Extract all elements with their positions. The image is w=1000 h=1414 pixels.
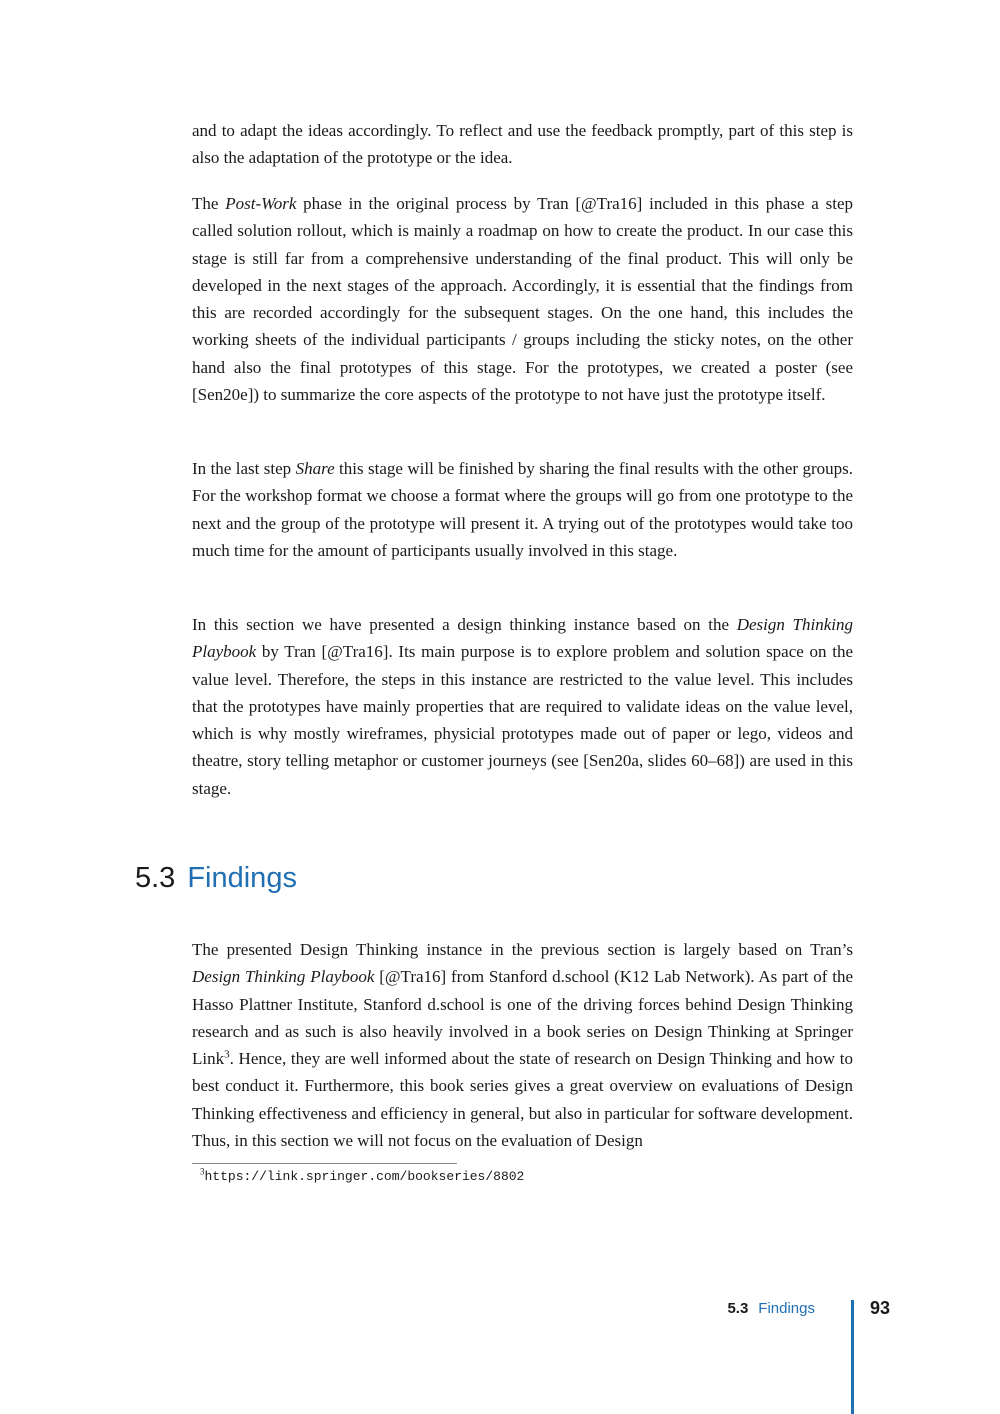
paragraph-text: by Tran [@Tra16]. Its main purpose is to explore problem and solution space on the value level. Therefore, the steps in this instance are restricted to the value level. This includes that the prototypes have mainly properties that are required to validate ideas on the value level, which is why mostly wireframes, physicial prototypes made out of paper or lego, videos and theatre, story telling metaphor or customer journeys (see [Sen20a, slides 60–68]) are used in this stage. (192, 642, 853, 798)
paragraph-post-work (192, 190, 853, 408)
running-header (727, 1300, 815, 1317)
running-header-title: Findings (758, 1300, 815, 1317)
paragraph-text: In the last step (192, 459, 296, 478)
footnote (200, 1168, 524, 1186)
paragraph-text: [@Tra16] from Stanford d.school (K12 Lab Network). As part of the Hasso Plattner Institute, Stanford d.school is one of the driving forces behind Design Thinking research and as such is also heavily involved in a book series on Design Thinking at Springer Link (192, 967, 853, 1069)
emphasis-playbook: Design Thinking Playbook (192, 615, 854, 662)
paragraph-share (192, 455, 853, 564)
page-number: 93 (870, 1298, 891, 1318)
paragraph-text: and to adapt the ideas accordingly. To reflect and use the feedback promptly, part of this step is also the adaptation of the prototype or the idea. (192, 121, 853, 168)
emphasis-playbook: Design Thinking Playbook (192, 967, 375, 987)
paragraph-findings-intro (192, 936, 853, 1154)
footnote-rule (192, 1163, 457, 1164)
footnote-mark: 3 (224, 1048, 230, 1061)
emphasis-share: Share (295, 459, 335, 478)
running-header-number: 5.3 (727, 1300, 749, 1317)
paragraph-prototype-adaptation (192, 117, 853, 172)
paragraph-text: The (192, 194, 226, 213)
paragraph-text: In this section we have presented a design thinking instance based on the (192, 615, 737, 634)
paragraph-text: . Hence, they are well informed about the state of research on Design Thinking and how to best conduct it. Furthermore, this book series gives a great overview on evaluations of Design Thinking effectiveness and efficiency in general, but also in particular for software development. Thus, in this section we will not focus on the evaluation of Design (192, 1049, 853, 1151)
footnote-url[interactable]: https://link.springer.com/bookseries/8802 (204, 1169, 525, 1184)
paragraph-text: this stage will be finished by sharing the final results with the other groups. For the workshop format we choose a format where the groups will go from one prototype to the next and the group of the prototype will present it. A trying out of the prototypes would take too much time for the amount of participants usually involved in this stage. (192, 459, 853, 560)
section-heading (135, 858, 297, 898)
section-title: Findings (187, 862, 297, 894)
paragraph-text: phase in the original process by Tran [@Tra16] included in this phase a step called solution rollout, which is mainly a roadmap on how to create the product. In our case this stage is still far from a comprehensive understanding of the final product. This will only be developed in the next stages of the approach. Accordingly, it is essential that the findings from this are recorded accordingly for the subsequent stages. On the one hand, this includes the working sheets of the individual participants / groups including the sticky notes, on the other hand also the final prototypes of this stage. For the prototypes, we created a poster (see [Sen20e]) to summarize the core aspects of the prototype to not have just the prototype itself. (192, 194, 853, 405)
footnote-number: 3 (200, 1166, 205, 1177)
emphasis-post-work: Post-Work (225, 194, 297, 213)
paragraph-section-summary (192, 611, 853, 802)
section-number: 5.3 (135, 862, 176, 894)
paragraph-text: The presented Design Thinking instance in the previous section is largely based on Tran’s (192, 940, 853, 959)
margin-rule (851, 1300, 854, 1414)
